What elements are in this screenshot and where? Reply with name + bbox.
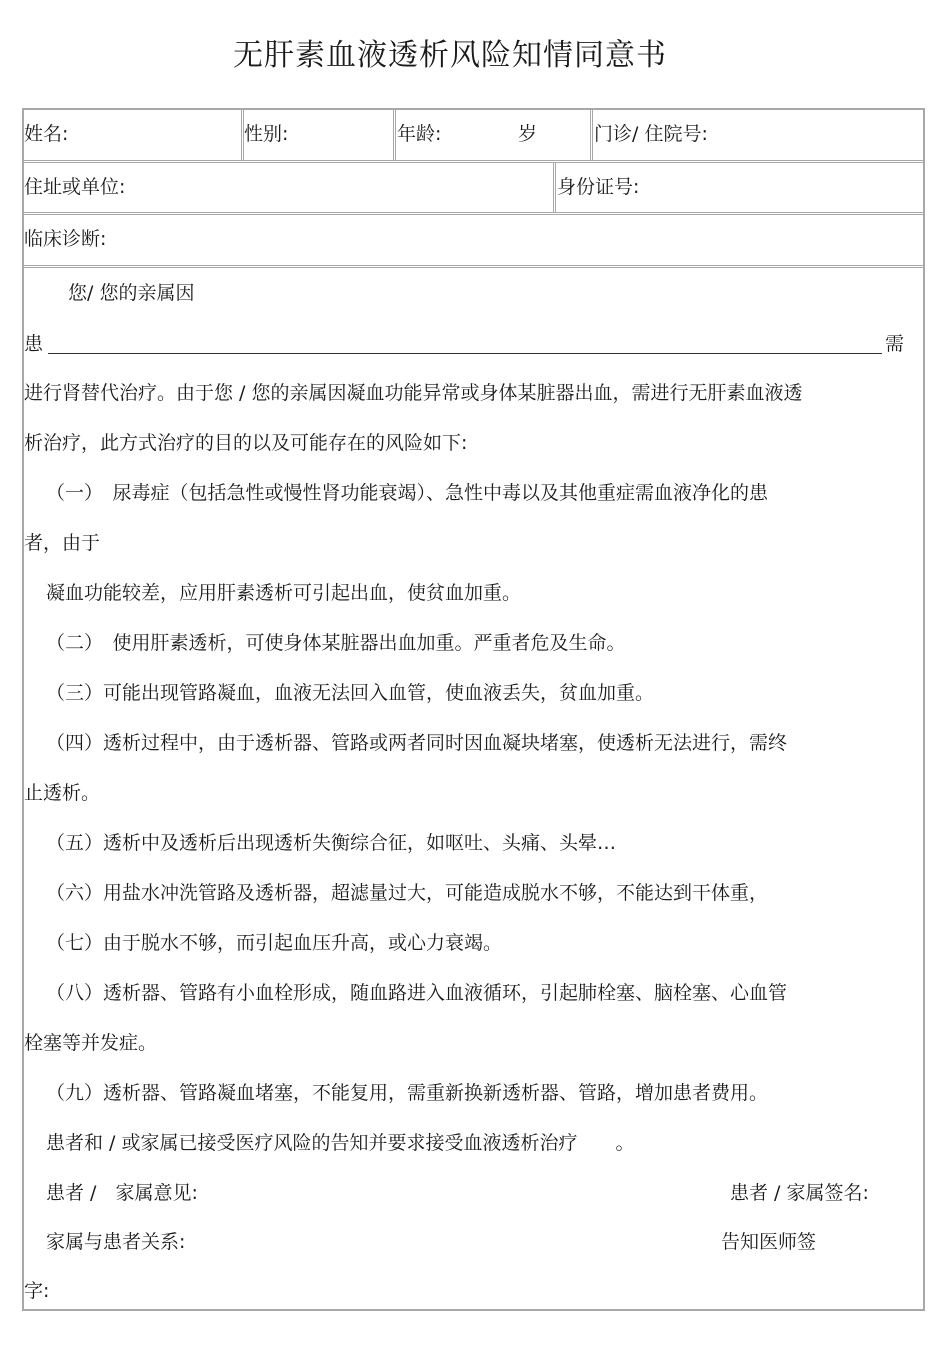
risk-item-4-cont: 止透析。 (24, 782, 101, 804)
risk-item-8-cont: 栓塞等并发症。 (24, 1032, 158, 1054)
risk-item-3: （三）可能出现管路凝血，血液无法回入血管，使血液丢失，贫血加重。 (46, 682, 655, 704)
id-number-label: 身份证号: (557, 176, 640, 198)
gender-label: 性别: (244, 123, 289, 145)
blank-line-start: 患 (24, 333, 44, 355)
risk-item-7: （七）由于脱水不够，而引起血压升高，或心力衰竭。 (46, 932, 503, 954)
intro-line: 您/ 您的亲属因 (68, 282, 195, 304)
paragraph-line-1: 进行肾替代治疗。由于您 / 您的亲属因凝血功能异常或身体某脏器出血，需进行无肝素血液透 (24, 382, 803, 404)
age-label: 年龄: (397, 123, 442, 145)
name-label: 姓名: (24, 123, 69, 145)
doctor-signature-label: 告知医师签 (721, 1231, 817, 1253)
risk-item-9: （九）透析器、管路凝血堵塞，不能复用，需重新换新透析器、管路，增加患者费用。 (46, 1082, 769, 1104)
risk-item-4: （四）透析过程中，由于透析器、管路或两者同时因血凝块堵塞，使透析无法进行，需终 (46, 732, 788, 754)
blank-line-end: 需 (885, 333, 905, 355)
info-row-3 (24, 215, 923, 268)
risk-item-8: （八）透析器、管路有小血栓形成，随血路进入血液循环，引起肺栓塞、脑栓塞、心血管 (46, 982, 788, 1004)
doctor-signature-label-cont: 字: (24, 1280, 50, 1302)
document-title: 无肝素血液透析风险知情同意书 (233, 38, 667, 73)
relation-label: 家属与患者关系: (46, 1231, 186, 1253)
risk-item-6: （六）用盐水冲洗管路及透析器，超滤量过大，可能造成脱水不够，不能达到干体重， (46, 882, 769, 904)
consent-form (22, 108, 925, 1311)
info-row-1 (24, 110, 923, 163)
blank-underline (48, 353, 882, 354)
record-number-label: 门诊/ 住院号: (594, 123, 708, 145)
address-label: 住址或单位: (24, 176, 126, 198)
signature-label: 患者 / 家属签名: (730, 1182, 869, 1204)
paragraph-line-2: 析治疗，此方式治疗的目的以及可能存在的风险如下: (24, 432, 468, 454)
diagnosis-label: 临床诊断: (24, 228, 107, 250)
risk-item-1-cont2: 凝血功能较差，应用肝素透析可引起出血，使贫血加重。 (46, 582, 522, 604)
age-unit: 岁 (518, 123, 538, 145)
acceptance-statement: 患者和 / 或家属已接受医疗风险的告知并要求接受血液透析治疗 。 (46, 1132, 635, 1154)
risk-item-2: （二） 使用肝素透析，可使身体某脏器出血加重。严重者危及生命。 (46, 632, 626, 654)
info-row-2 (24, 163, 923, 215)
opinion-label: 患者 / 家属意见: (46, 1182, 198, 1204)
risk-item-1-cont: 者，由于 (24, 532, 101, 554)
risk-item-1: （一） 尿毒症（包括急性或慢性肾功能衰竭）、急性中毒以及其他重症需血液净化的患 (46, 482, 769, 504)
risk-item-5: （五）透析中及透析后出现透析失衡综合征，如呕吐、头痛、头晕… (46, 832, 617, 854)
